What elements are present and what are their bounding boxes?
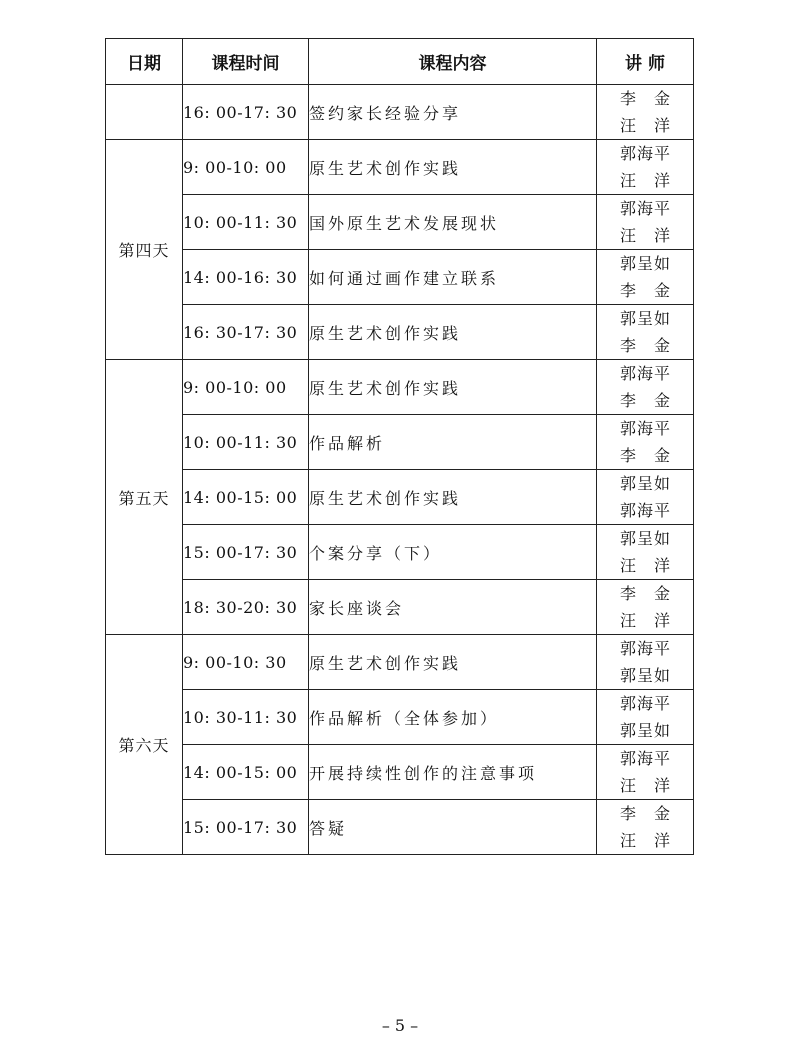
time-cell: 9: 00-10: 30 [183, 635, 309, 690]
table-row [106, 195, 694, 250]
content-cell: 作品解析 [309, 415, 597, 470]
content-cell: 作品解析（全体参加） [309, 690, 597, 745]
day-cell: 第六天 [106, 635, 183, 855]
content-cell: 答疑 [309, 800, 597, 855]
table-row [106, 140, 694, 195]
time-cell: 10: 30-11: 30 [183, 690, 309, 745]
content-cell: 签约家长经验分享 [309, 85, 597, 140]
lecturer-name: 郭海平 [620, 364, 670, 383]
content-cell: 原生艺术创作实践 [309, 360, 597, 415]
time-cell: 14: 00-15: 00 [183, 745, 309, 800]
table-row [106, 525, 694, 580]
table-row [106, 635, 694, 690]
lecturer-name: 李 金 [620, 281, 670, 300]
lecturer-name: 郭海平 [620, 694, 670, 713]
lecturer-cell [597, 745, 694, 800]
time-cell: 10: 00-11: 30 [183, 415, 309, 470]
lecturer-cell [597, 635, 694, 690]
page-number: – 5 – [381, 1016, 419, 1035]
content-cell: 原生艺术创作实践 [309, 140, 597, 195]
table-row [106, 800, 694, 855]
header-time: 课程时间 [183, 39, 309, 85]
table-row [106, 360, 694, 415]
content-cell: 开展持续性创作的注意事项 [309, 745, 597, 800]
lecturer-cell [597, 140, 694, 195]
lecturer-name: 郭呈如 [620, 529, 670, 548]
time-cell: 15: 00-17: 30 [183, 800, 309, 855]
lecturer-name: 汪 洋 [620, 611, 670, 630]
lecturer-name: 郭呈如 [620, 721, 670, 740]
table-row [106, 250, 694, 305]
content-cell: 国外原生艺术发展现状 [309, 195, 597, 250]
lecturer-name: 郭海平 [620, 501, 670, 520]
lecturer-name: 汪 洋 [620, 171, 670, 190]
table-row [106, 415, 694, 470]
content-cell: 原生艺术创作实践 [309, 635, 597, 690]
lecturer-name: 汪 洋 [620, 226, 670, 245]
lecturer-cell [597, 305, 694, 360]
time-cell: 9: 00-10: 00 [183, 360, 309, 415]
lecturer-name: 郭呈如 [620, 309, 670, 328]
lecturer-name: 汪 洋 [620, 831, 670, 850]
lecturer-cell [597, 580, 694, 635]
table-row [106, 745, 694, 800]
time-cell: 14: 00-16: 30 [183, 250, 309, 305]
content-cell: 个案分享（下） [309, 525, 597, 580]
time-cell: 10: 00-11: 30 [183, 195, 309, 250]
lecturer-name: 李 金 [620, 804, 670, 823]
table-row [106, 85, 694, 140]
lecturer-name: 汪 洋 [620, 116, 670, 135]
content-cell: 家长座谈会 [309, 580, 597, 635]
day-cell-empty [106, 85, 183, 140]
lecturer-cell [597, 470, 694, 525]
time-cell: 16: 30-17: 30 [183, 305, 309, 360]
header-date: 日期 [106, 39, 183, 85]
table-header-row [106, 39, 694, 85]
lecturer-name: 郭海平 [620, 419, 670, 438]
table-row [106, 690, 694, 745]
lecturer-name: 郭海平 [620, 639, 670, 658]
day-cell: 第四天 [106, 140, 183, 360]
lecturer-cell [597, 415, 694, 470]
course-schedule-table [105, 38, 694, 855]
lecturer-name: 郭海平 [620, 199, 670, 218]
table-row [106, 470, 694, 525]
header-lecturer: 讲 师 [597, 39, 694, 85]
lecturer-cell [597, 690, 694, 745]
table-row [106, 580, 694, 635]
day-cell: 第五天 [106, 360, 183, 635]
lecturer-cell [597, 360, 694, 415]
time-cell: 16: 00-17: 30 [183, 85, 309, 140]
lecturer-name: 李 金 [620, 89, 670, 108]
time-cell: 14: 00-15: 00 [183, 470, 309, 525]
lecturer-cell [597, 85, 694, 140]
content-cell: 原生艺术创作实践 [309, 470, 597, 525]
content-cell: 如何通过画作建立联系 [309, 250, 597, 305]
time-cell: 18: 30-20: 30 [183, 580, 309, 635]
lecturer-name: 郭呈如 [620, 666, 670, 685]
table-row [106, 305, 694, 360]
lecturer-cell [597, 250, 694, 305]
lecturer-cell [597, 525, 694, 580]
time-cell: 15: 00-17: 30 [183, 525, 309, 580]
content-cell: 原生艺术创作实践 [309, 305, 597, 360]
lecturer-name: 李 金 [620, 584, 670, 603]
time-cell: 9: 00-10: 00 [183, 140, 309, 195]
lecturer-cell [597, 195, 694, 250]
lecturer-name: 李 金 [620, 336, 670, 355]
lecturer-name: 郭海平 [620, 749, 670, 768]
lecturer-name: 李 金 [620, 446, 670, 465]
lecturer-name: 郭呈如 [620, 254, 670, 273]
header-content: 课程内容 [309, 39, 597, 85]
lecturer-name: 李 金 [620, 391, 670, 410]
lecturer-name: 汪 洋 [620, 556, 670, 575]
lecturer-name: 郭海平 [620, 144, 670, 163]
lecturer-name: 汪 洋 [620, 776, 670, 795]
lecturer-name: 郭呈如 [620, 474, 670, 493]
lecturer-cell [597, 800, 694, 855]
